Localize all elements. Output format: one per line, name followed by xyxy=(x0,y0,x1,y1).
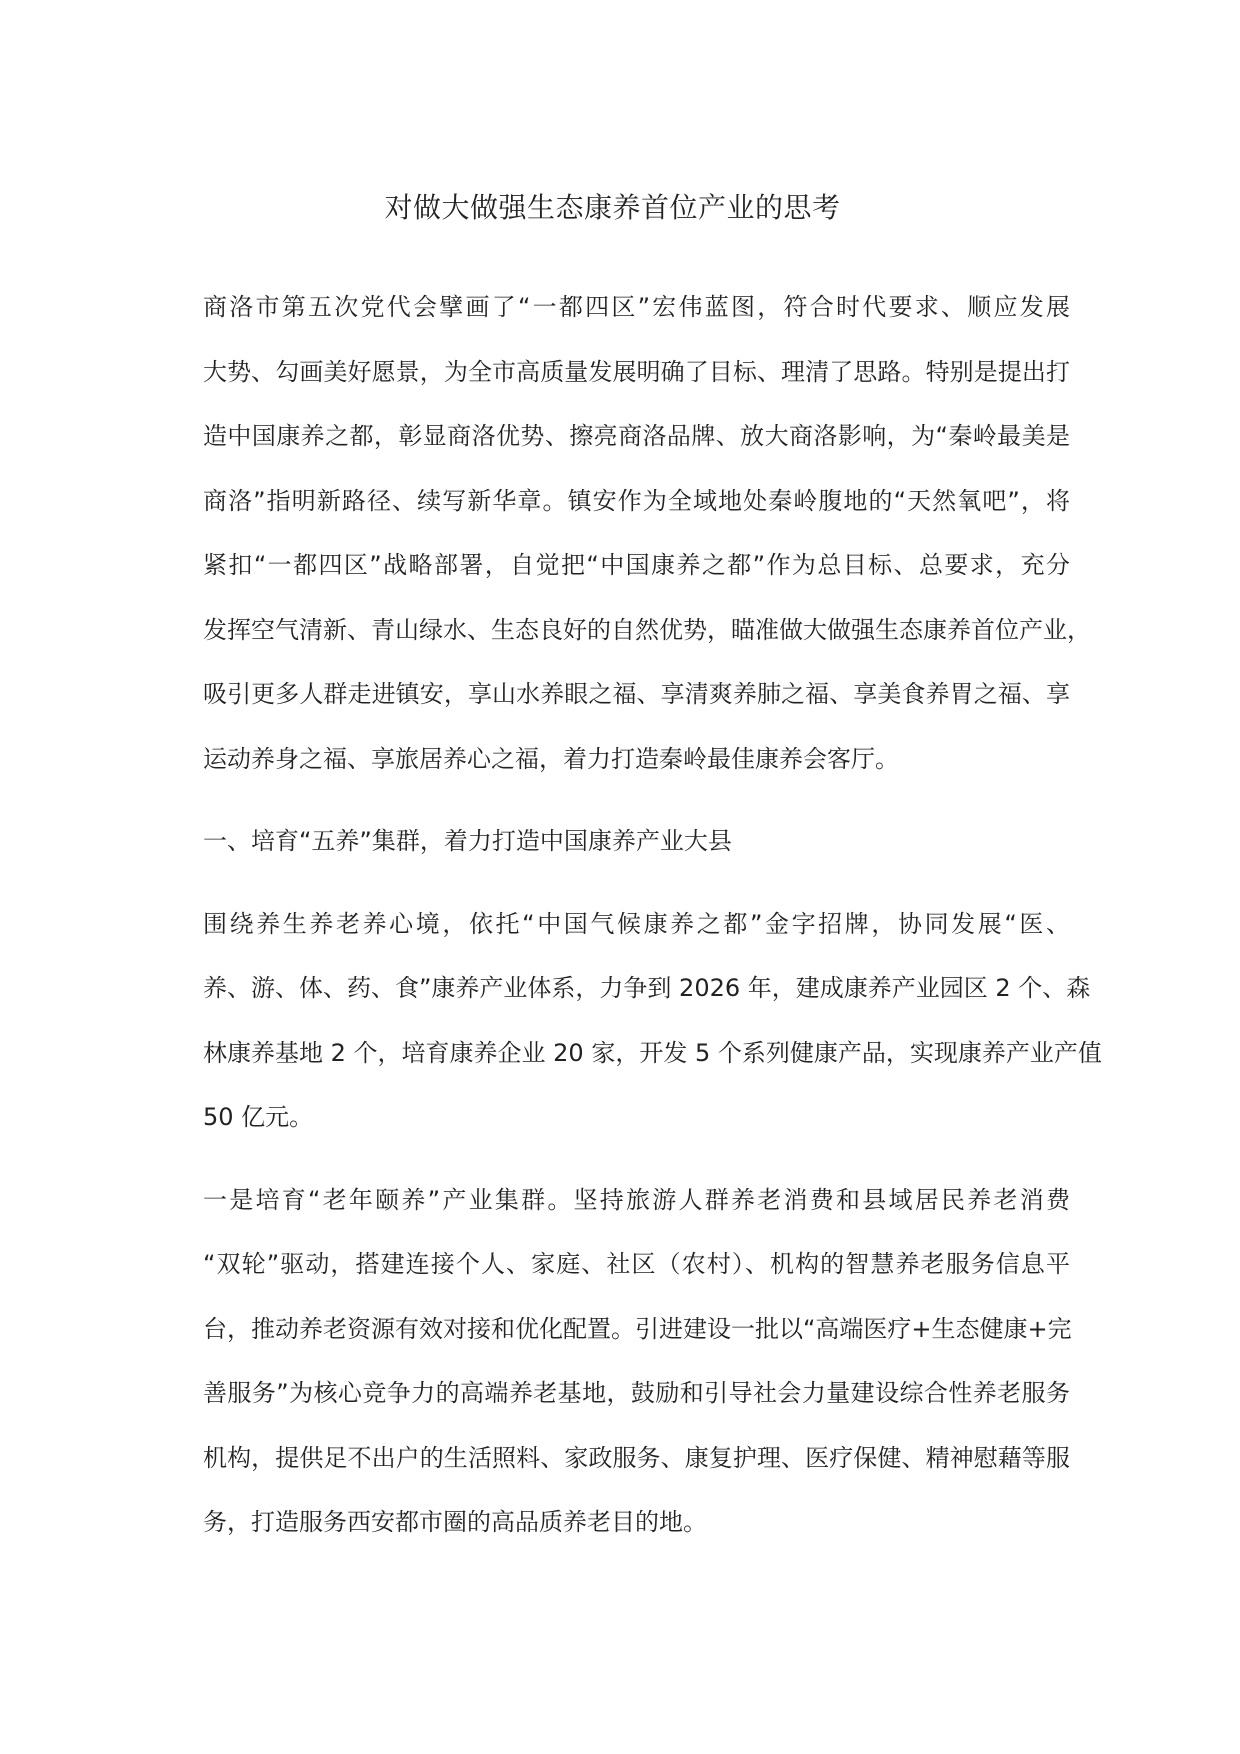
paragraph-line: 林康养基地 2 个，培育康养企业 20 家，开发 5 个系列健康产品，实现康养产业产值 xyxy=(203,1038,1102,1067)
paragraph-line: 发挥空气清新、青山绿水、生态良好的自然优势，瞄准做大做强生态康养首位产业， xyxy=(203,615,1091,644)
paragraph-line: 大势、勾画美好愿景，为全市高质量发展明确了目标、理清了思路。特别是提出打 xyxy=(203,357,1070,386)
paragraph-line: 50 亿元。 xyxy=(203,1103,314,1131)
paragraph-line: 机构，提供足不出户的生活照料、家政服务、康复护理、医疗保健、精神慰藉等服 xyxy=(203,1443,1070,1472)
paragraph-line: 务，打造服务西安都市圈的高品质养老目的地。 xyxy=(203,1508,707,1536)
paragraph-line: 台，推动养老资源有效对接和优化配置。引进建设一批以“高端医疗+生态健康+完 xyxy=(203,1314,1072,1343)
paragraph-line: 吸引更多人群走进镇安，享山水养眼之福、享清爽养肺之福、享美食养胃之福、享 xyxy=(203,680,1070,708)
document-page xyxy=(155,188,1102,1555)
paragraph-line: 紧扣“一都四区”战略部署，自觉把“中国康养之都”作为总目标、总要求，充分 xyxy=(203,551,1070,579)
paragraph-line: 造中国康养之都，彰显商洛优势、擦亮商洛品牌、放大商洛影响，为“秦岭最美是 xyxy=(203,422,1070,450)
paragraph-line: 一是培育“老年颐养”产业集群。坚持旅游人群养老消费和县域居民养老消费 xyxy=(203,1185,1070,1214)
paragraph-elderly-care xyxy=(155,1168,1070,1555)
paragraph-line: 商洛市第五次党代会擘画了“一都四区”宏伟蓝图，符合时代要求、顺应发展 xyxy=(203,293,1070,321)
paragraph-section-goals xyxy=(155,892,1102,1150)
paragraph-line: 善服务”为核心竞争力的高端养老基地，鼓励和引导社会力量建设综合性养老服务 xyxy=(203,1379,1070,1407)
paragraph-line: “双轮”驱动，搭建连接个人、家庭、社区（农村）、机构的智慧养老服务信息平 xyxy=(203,1250,1070,1278)
paragraph-line: 围绕养生养老养心境，依托“中国气候康养之都”金字招牌，协同发展“医、 xyxy=(203,909,1070,938)
paragraph-line: 运动养身之福、享旅居养心之福，着力打造秦岭最佳康养会客厅。 xyxy=(203,744,899,773)
paragraph-intro xyxy=(155,275,1091,791)
document-title: 对做大做强生态康养首位产业的思考 xyxy=(384,191,841,224)
section-heading xyxy=(155,809,1070,874)
section-heading-text: 一、培育“五养”集群，着力打造中国康养产业大县 xyxy=(203,827,732,855)
paragraph-line: 养、游、体、药、食”康养产业体系，力争到 2026 年，建成康养产业园区 2 个、森 xyxy=(203,974,1091,1002)
paragraph-line: 商洛”指明新路径、续写新华章。镇安作为全域地处秦岭腹地的“天然氧吧”，将 xyxy=(203,486,1070,515)
